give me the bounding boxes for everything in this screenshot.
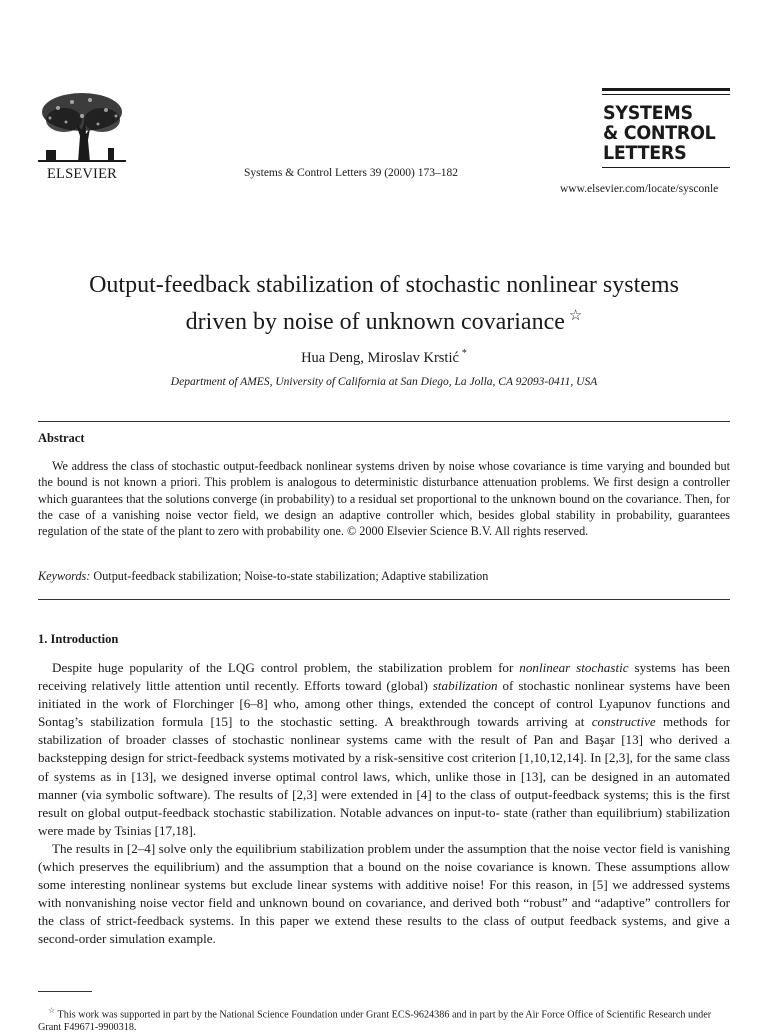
abstract-heading: Abstract xyxy=(38,431,85,445)
logo-rule-top xyxy=(602,88,730,91)
text-run: methods for stabilization of broader classes of stochastic nonlinear systems came with the result of Pan and Başar [13] who derived a backstepping design for strict-feedback systems motivated by a risk-sensitive cost criterion [1,10,12,14]. In [2,3], for the same class of systems as in [13], we designed inverse optimal control laws, which, unlike those in [13], can be designed in an automated manner (via symbolic software). The results of [2,3] were extended in [4] to the class of output-feedback systems; this is the first result on global output-feedback stochastic stabilization. Notable advances on input-to- state (rather than equilibrium) stabilization were made by Tsinias [17,18]. xyxy=(38,714,730,838)
logo-line-3: LETTERS xyxy=(603,142,687,164)
intro-paragraph-2: The results in [2–4] solve only the equilibrium stabilization problem under the assumption that the noise vector field is vanishing (which preserves the equilibrium) and the assumption that a bound on the noise covariance is known. These assumptions allow some interesting nonlinear systems but exclude linear systems with additive noise! For this reason, in [5] we addressed systems with nonvanishing noise vector field and unknown bound on covariance, and derived both “robust” and “adaptive” controllers for the class of strict-feedback systems. In this paper we extend these results to the class of output feedback systems, and give a second-order simulation example. xyxy=(38,840,730,947)
divider-bottom xyxy=(38,599,730,600)
logo-line-1: SYSTEMS xyxy=(603,102,693,124)
introduction-body xyxy=(38,659,730,949)
footnote-text: This work was supported in part by the National Science Foundation under Grant ECS-9624386 and in part by the Air Force Office of Scientific Research under Grant F49671-9900318. xyxy=(38,1009,712,1034)
journal-url[interactable]: www.elsevier.com/locate/sysconle xyxy=(560,183,719,195)
title-line-2-wrap xyxy=(40,301,728,338)
intro-paragraph-1 xyxy=(38,659,730,840)
keywords-list: Output-feedback stabilization; Noise-to-state stabilization; Adaptive stabilization xyxy=(93,569,489,583)
footnote xyxy=(38,1004,730,1034)
title-line-2: driven by noise of unknown covariance xyxy=(185,309,565,335)
text-run: of stochastic nonlinear systems have been initiated in the work of Florchinger [6–8] who, among other things, extended the concept of control Lyapunov functions and Sontag’s stabilization formula [15] to the stochastic setting. A breakthrough towards arriving at xyxy=(38,678,730,730)
text-run: Despite huge popularity of the LQG control problem, the stabilization problem for xyxy=(52,660,520,675)
publisher-name: ELSEVIER xyxy=(46,166,118,182)
abstract-text: We address the class of stochastic output-feedback nonlinear systems driven by noise whose covariance is time varying and bounded but the bound is not known a priori. This problem is analogous to deterministic disturbance attenuation problems. We first design a controller which guarantees that the solutions converge (in probability) to a residual set proportional to the unknown bound on the covariance. Then, for the case of a vanishing noise vector field, we design an adaptive controller which, besides global stability in probability, guarantees regulation of the state of the plant to zero with probability one. © 2000 Elsevier Science B.V. All rights reserved. xyxy=(38,459,730,539)
logo-rule-top-thin xyxy=(602,94,730,95)
corresponding-author-mark[interactable]: * xyxy=(461,348,467,359)
journal-reference: Systems & Control Letters 39 (2000) 173–182 xyxy=(244,167,459,179)
authors xyxy=(40,348,728,367)
keywords xyxy=(38,569,488,584)
emphasized-text: constructive xyxy=(591,714,656,730)
footnote-rule xyxy=(38,991,92,992)
keywords-label: Keywords: xyxy=(38,569,91,583)
divider-top xyxy=(38,421,730,422)
logo-line-2: & CONTROL xyxy=(603,122,716,144)
title-line-1: Output-feedback stabilization of stochastic nonlinear systems xyxy=(89,272,679,298)
footnote-star: ☆ xyxy=(48,1006,56,1015)
text-run: systems has been receiving relatively little attention until recently. Efforts toward (global) xyxy=(38,660,730,694)
affiliation: Department of AMES, University of California at San Diego, La Jolla, CA 92093-0411, USA xyxy=(170,376,598,388)
logo-rule-bottom xyxy=(602,167,730,168)
title-footnote-star[interactable]: ☆ xyxy=(568,308,583,324)
introduction-heading: 1. Introduction xyxy=(38,632,119,646)
paper-title xyxy=(40,270,728,338)
elsevier-tree-icon xyxy=(38,90,126,162)
journal-logo xyxy=(600,88,734,172)
elsevier-logo xyxy=(38,90,126,182)
author-names: Hua Deng, Miroslav Krstić xyxy=(301,349,459,366)
emphasized-text: nonlinear stochastic xyxy=(519,660,629,675)
emphasized-text: stabilization xyxy=(432,678,498,694)
